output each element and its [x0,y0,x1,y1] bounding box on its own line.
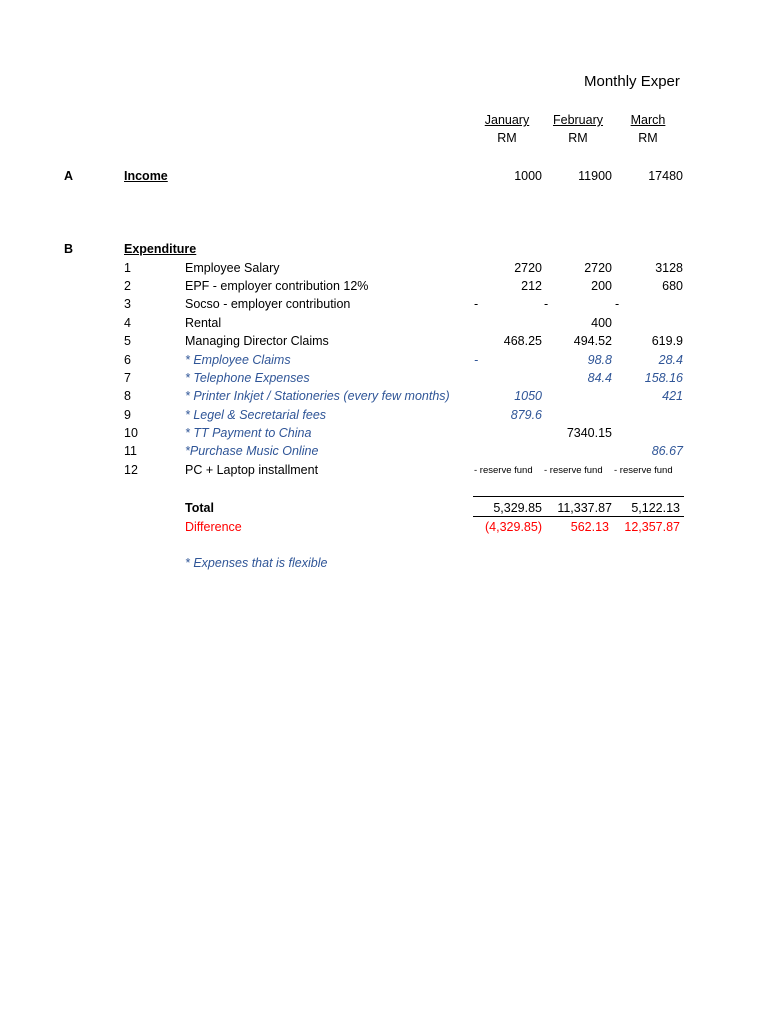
income-section-code: A [64,169,74,183]
expense-row-label: * Printer Inkjet / Stationeries (every few months) [185,389,450,403]
expense-row-number: 3 [124,297,131,311]
expense-row-label: Managing Director Claims [185,334,329,348]
difference-january: (4,329.85) [485,520,542,534]
expense-row-number: 8 [124,389,131,403]
expense-row-march: - [615,297,620,311]
expense-row-number: 9 [124,408,131,422]
expense-row-number: 11 [124,444,137,458]
expense-row-february: 7340.15 [566,426,612,440]
expense-row-february: 2720 [584,261,612,275]
difference-label: Difference [185,520,242,534]
expense-row-label: EPF - employer contribution 12% [185,279,369,293]
expense-row-label: *Purchase Music Online [185,444,319,458]
expenditure-label: Expenditure [124,242,197,256]
expense-row-february: - [544,297,549,311]
expense-row-march: 28.4 [658,353,683,367]
month-header-march: March [630,113,666,127]
expense-row-number: 7 [124,371,131,385]
expense-row-march: 680 [662,279,683,293]
expense-row-january: - [474,353,479,367]
expense-row-february: 400 [591,316,612,330]
flexible-expenses-note: * Expenses that is flexible [185,556,328,570]
income-label: Income [124,169,168,183]
month-currency-january: RM [497,131,517,145]
expense-row-number: 5 [124,334,131,348]
month-header-january: January [484,113,530,127]
month-currency-february: RM [568,131,588,145]
income-february: 11900 [578,169,612,183]
total-march: 5,122.13 [631,501,680,515]
expense-row-january: - [474,297,479,311]
month-header-february: February [552,113,604,127]
total-february: 11,337.87 [557,501,612,515]
expense-row-january: 1050 [514,389,542,403]
expense-row-january: 879.6 [510,408,542,422]
difference-march: 12,357.87 [624,520,680,534]
expense-row-number: 12 [124,463,138,477]
expense-row-january: 212 [521,279,542,293]
expense-row-march: 158.16 [644,371,683,385]
expense-row-label: Rental [185,316,222,330]
expense-row-march: 3128 [655,261,683,275]
expense-row-number: 10 [124,426,138,440]
month-currency-march: RM [638,131,658,145]
total-label: Total [185,501,214,515]
expense-row-number: 2 [124,279,131,293]
expense-row-february: 84.4 [587,371,612,385]
expense-row-label: * Telephone Expenses [185,371,310,385]
expense-row-number: 1 [124,261,131,275]
expense-row-label: PC + Laptop installment [185,463,319,477]
total-top-rule [473,496,684,497]
expense-row-march: 619.9 [651,334,683,348]
expense-row-january: 2720 [514,261,542,275]
expense-row-february: 200 [591,279,612,293]
page-title: Monthly Exper [584,73,680,90]
expense-row-march: 86.67 [651,444,683,458]
expense-row-label: * Employee Claims [185,353,291,367]
difference-february: 562.13 [570,520,609,534]
expense-row-february: 494.52 [573,334,612,348]
expenditure-section-code: B [64,242,74,256]
expense-row-february: - reserve fund [544,465,603,476]
expense-row-number: 6 [124,353,131,367]
expense-row-label: Socso - employer contribution [185,297,351,311]
expense-row-january: - reserve fund [474,465,533,476]
expense-row-february: 98.8 [587,353,612,367]
expense-row-march: 421 [662,389,683,403]
expense-row-march: - reserve fund [614,465,673,476]
income-january: 1000 [514,169,542,183]
total-january: 5,329.85 [493,501,542,515]
expense-row-number: 4 [124,316,131,330]
expense-row-january: 468.25 [503,334,542,348]
expense-row-label: Employee Salary [185,261,280,275]
income-march: 17480 [648,169,683,183]
expense-row-label: * Legel & Secretarial fees [185,408,327,422]
expense-row-label: * TT Payment to China [185,426,312,440]
